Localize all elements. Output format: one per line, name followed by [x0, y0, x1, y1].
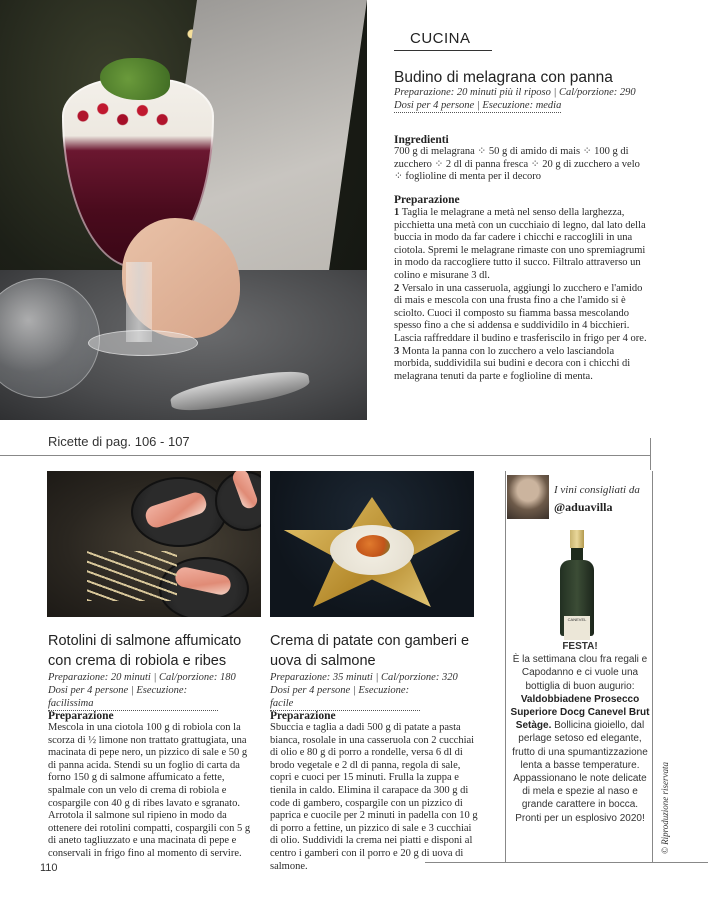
ingredients-heading: Ingredienti — [394, 134, 449, 146]
step-number: 2 — [394, 282, 400, 294]
step-number: 3 — [394, 345, 400, 357]
recipe-title: Budino di melagrana con panna — [394, 69, 613, 86]
shrimp-garnish — [356, 535, 390, 557]
wine-name: Valdobbiadene Prosecco Superiore Docg Canevel Brut Setàge. — [510, 693, 650, 732]
salmon-recipe-meta — [48, 671, 258, 711]
preparation-heading: Preparazione — [394, 194, 460, 206]
breadsticks — [87, 551, 177, 601]
potato-recipe-meta — [270, 671, 490, 711]
wine-author-handle: @aduavilla — [554, 500, 613, 514]
step-number: 1 — [394, 207, 400, 218]
bottle-label: CANEVEL — [564, 616, 590, 640]
wine-bottle — [560, 530, 594, 636]
hero-photo-pomegranate-pudding — [0, 0, 367, 420]
bottle-cap — [570, 530, 584, 548]
potato-meta-line2: Dosi per 4 persone | Esecuzione: facile — [270, 684, 420, 711]
photo-salmon-rolls — [47, 471, 261, 617]
potato-recipe-title: Crema di patate con gamberi e uova di salmone — [270, 633, 470, 669]
salmon-prep-text: Mescola in una ciotola 100 g di robiola con la scorza di ½ limone non trattato grattugiata, una macinata di pepe nero, un pizzico di sale e 50 g di panna acida. Stendi su un foglio di carta da forno 150 g di salmone affumicato a fette, spalmale con un velo di crema di robiola e cospargile con 40 g di ribes lavato e sgranato. Arrotola il salmone sul ripieno in modo da ottenere dei rotolini compatti, cospargili con 5 g di aneto tagliuzzato e una macinata di pepe e conservali in frigo fino al momento di servire. — [48, 722, 251, 859]
potato-prep-heading: Preparazione — [270, 710, 336, 722]
wine-festa: FESTA! — [562, 641, 598, 652]
potato-meta-line1: Preparazione: 35 minuti | Cal/porzione: 320 — [270, 672, 458, 683]
section-tag: CUCINA — [394, 30, 492, 51]
recipe-meta-line1: Preparazione: 20 minuti più il riposo | Cal/porzione: 290 — [394, 87, 636, 98]
salmon-meta-line1: Preparazione: 20 minuti | Cal/porzione: 180 — [48, 672, 236, 683]
photo-potato-cream — [270, 471, 474, 617]
salmon-recipe-title: Rotolini di salmone affumicato con crema di robiola e ribes — [48, 633, 242, 669]
step-3 — [394, 346, 652, 384]
recipe-meta — [394, 86, 694, 113]
preparation-steps — [394, 207, 652, 383]
salmon-prep-heading: Preparazione — [48, 710, 114, 722]
ingredients-text: 700 g di melagrana ⁘ 50 g di amido di mais ⁘ 100 g di zucchero ⁘ 2 dl di panna fresca ⁘ 20 g di zucchero a velo ⁘ foglioline di menta per il decoro — [394, 146, 640, 183]
recipe-meta-line2-text: Dosi per 4 persone | Esecuzione: media — [394, 100, 562, 111]
step-1 — [394, 207, 652, 283]
step-2 — [394, 283, 652, 346]
step-text: Monta la panna con lo zucchero a velo lasciandola morbida, suddividila sui budini e decora con i chicchi di melagrana tenuti da parte e foglioline di menta. — [394, 345, 631, 382]
wine-description — [510, 640, 650, 825]
divider-vertical — [650, 438, 651, 470]
recipe-meta-line2 — [394, 99, 561, 113]
pages-reference: Ricette di pag. 106 - 107 — [48, 434, 190, 449]
wine-text-b: Bollicina gioiello, dal perlage setoso ed elegante, frutto di una spumantizzazione lenta a basse temperature. Appassionano le note delicate di mela e spezie al naso e grande carattere in bocca. Pronti per un esplosivo 2020! — [512, 720, 648, 824]
bottle-body — [560, 560, 594, 636]
step-text: Taglia le melagrane a metà nel senso della larghezza, picchietta una metà con un cucchiaio di legno, dal lato della buccia in modo da far cadere i chicchi e raccoglili in una ciotola. Spremi le melagrane rimaste con uno spremiagrumi in modo da raccogliere tutto il succo. Filtralo attraverso un colino e misurane 3 dl. — [394, 207, 646, 281]
avatar — [507, 475, 549, 519]
page-number: 110 — [40, 862, 58, 874]
salmon-meta-line2: Dosi per 4 persone | Esecuzione: facilissima — [48, 684, 218, 711]
pomegranate-seeds — [72, 98, 182, 134]
divider-top — [0, 455, 650, 456]
glass-foot — [88, 330, 198, 356]
copyright-notice: © Riproduzione riservata — [660, 762, 670, 854]
potato-prep-text: Sbuccia e taglia a dadi 500 g di patate a pasta bianca, rosolale in una casseruola con 2 cucchiai di olio e 80 g di porro a rondelle, versa 6 dl di brodo vegetale e 2 dl di panna, regola di sale, copri e cuoci per 15 minuti. Frulla la zuppa e tienila in caldo. Elimina il carapace da 300 g di code di gambero, cospargile con un pizzico di paprica e cuocile per 2 minuti in padella con 10 g di porro a fettine, un pizzico di sale e 3 cucchiai di olio. Suddividi la crema nei piatti e disponi al centro i gamberi con il porro e 20 g di uova di salmone. — [270, 722, 478, 872]
wine-text-a: È la settimana clou fra regali e Capodanno e ci vuole una bottiglia di buon augurio: — [512, 654, 648, 692]
step-text: Versalo in una casseruola, aggiungi lo zucchero e l'amido di mais e mescola con una frusta fino a che l'amido si è sciolto. Cuoci il composto su fiamma bassa mescolando spesso fino a che si addensa e suddividilo in 4 bicchieri. Lascia raffreddare il budino e trasferiscilo in frigo per 4 ore. — [394, 282, 647, 344]
divider-bottom — [425, 862, 708, 863]
wine-intro: I vini consigliati da — [554, 484, 640, 496]
